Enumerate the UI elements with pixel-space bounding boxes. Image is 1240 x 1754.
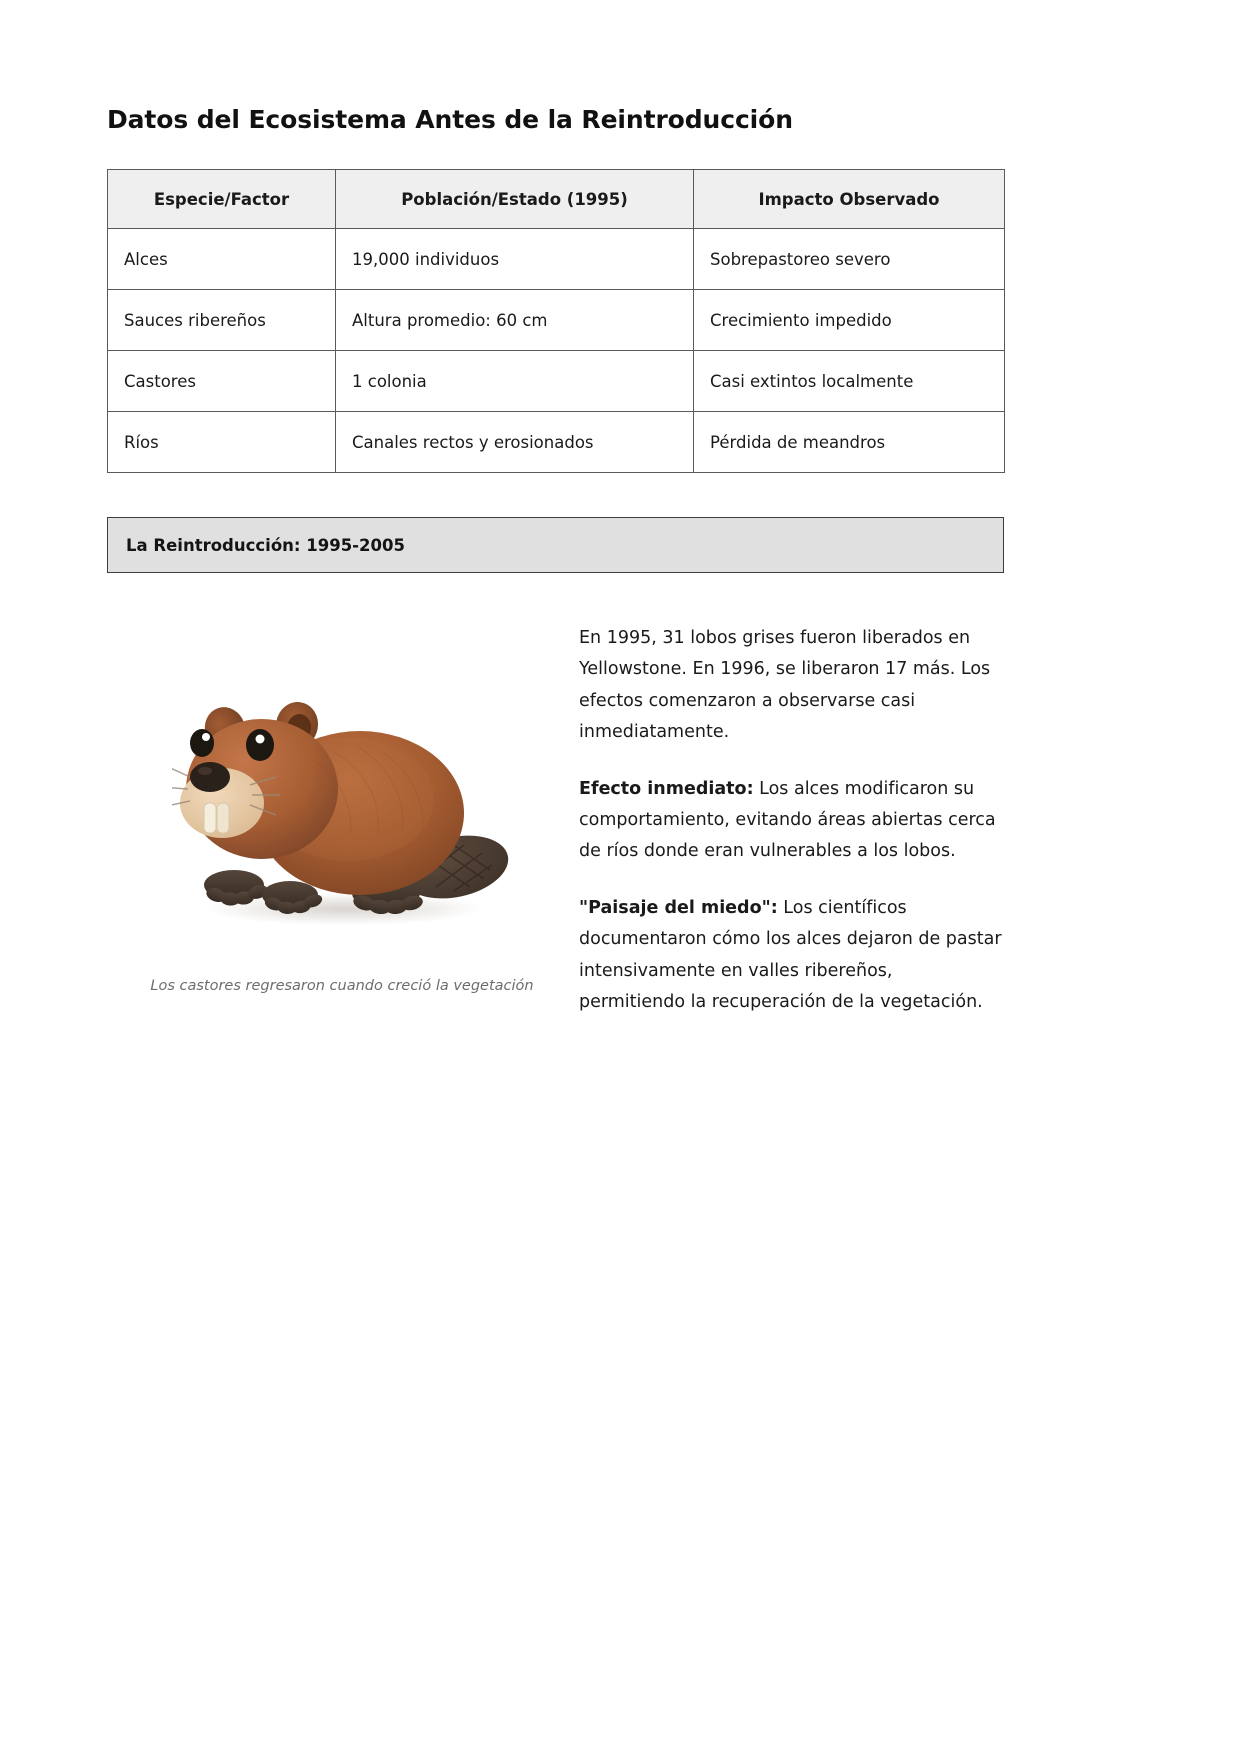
table-cell-impact: Pérdida de meandros: [694, 412, 1005, 473]
table-cell-species: Castores: [108, 351, 336, 412]
table-header: [108, 170, 1005, 229]
table-row: [108, 229, 1005, 290]
table-cell-species: Alces: [108, 229, 336, 290]
beaver-illustration: [172, 673, 512, 938]
table-row: [108, 351, 1005, 412]
paragraph-body-landscape-of-fear: Los científicos documentaron cómo los alces dejaron de pastar intensivamente en valles ribereños, permitiendo la recuperación de la vegetación.: [579, 898, 1002, 1012]
paragraph-body-immediate-effect: Los alces modificaron su comportamiento, evitando áreas abiertas cerca de ríos donde eran vulnerables a los lobos.: [579, 778, 996, 862]
page-title: Datos del Ecosistema Antes de la Reintroducción: [107, 105, 793, 134]
table-row: [108, 290, 1005, 351]
table-cell-impact: Casi extintos localmente: [694, 351, 1005, 412]
ecosystem-data-table: [107, 169, 1005, 473]
document-page: [107, 0, 1004, 1018]
column-header-impact: Impacto Observado: [694, 170, 1005, 229]
table-cell-species: Ríos: [108, 412, 336, 473]
section-banner-label: La Reintroducción: 1995-2005: [126, 535, 405, 555]
figure-column: [107, 615, 577, 996]
column-header-population: Población/Estado (1995): [336, 170, 694, 229]
table-row: [108, 412, 1005, 473]
table-header-row: [108, 170, 1005, 229]
paragraph-lead-immediate-effect: Efecto inmediato:: [579, 778, 754, 799]
body-text-column: [577, 615, 1004, 1018]
table-body: [108, 229, 1005, 473]
table-cell-species: Sauces ribereños: [108, 290, 336, 351]
table-cell-impact: Sobrepastoreo severo: [694, 229, 1005, 290]
paragraph-landscape-of-fear: [579, 893, 1004, 1018]
table-cell-population: Altura promedio: 60 cm: [336, 290, 694, 351]
paragraph-intro: En 1995, 31 lobos grises fueron liberados en Yellowstone. En 1996, se liberaron 17 más. Los efectos comenzaron a observarse casi inmediatamente.: [579, 628, 991, 742]
section-banner: [107, 517, 1004, 573]
table-cell-population: 19,000 individuos: [336, 229, 694, 290]
table-cell-impact: Crecimiento impedido: [694, 290, 1005, 351]
paragraph-immediate-effect: [579, 774, 1004, 867]
table-cell-population: Canales rectos y erosionados: [336, 412, 694, 473]
table-cell-population: 1 colonia: [336, 351, 694, 412]
paragraph-lead-landscape-of-fear: "Paisaje del miedo":: [579, 898, 778, 919]
content-two-column: [107, 615, 1004, 1018]
column-header-species: Especie/Factor: [108, 170, 336, 229]
figure-caption: Los castores regresaron cuando creció la vegetación: [150, 978, 534, 995]
